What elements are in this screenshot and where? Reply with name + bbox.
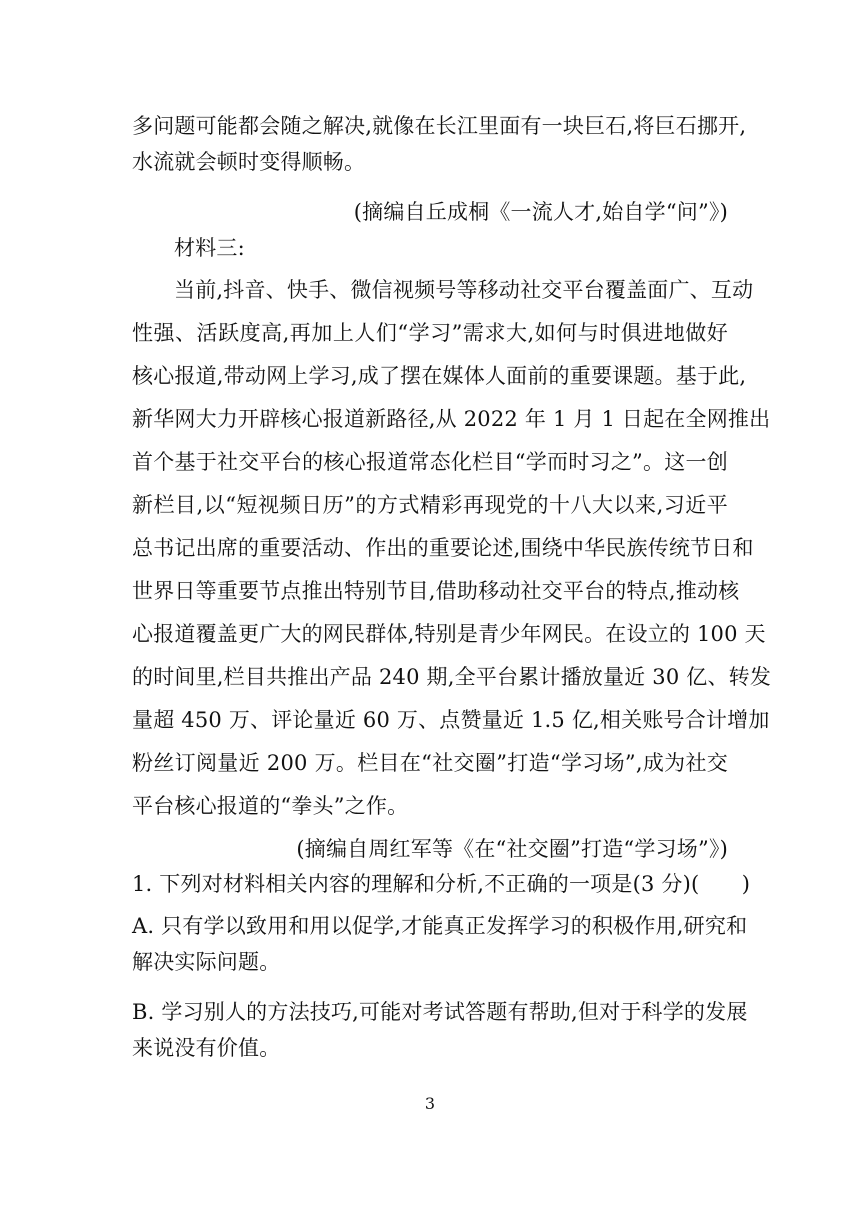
paragraph-line: 总书记出席的重要活动、作出的重要论述,围绕中华民族传统节日和 [132, 536, 754, 560]
option-a-line: A. 只有学以致用和用以促学,才能真正发挥学习的积极作用,研究和 [132, 914, 748, 938]
paragraph-line: 水流就会顿时变得顺畅。 [132, 150, 366, 174]
question-stem: 1. 下列对材料相关内容的理解和分析,不正确的一项是(3 分)( ) [132, 872, 751, 896]
option-b-line: B. 学习别人的方法技巧,可能对考试答题有帮助,但对于科学的发展 [132, 1000, 748, 1024]
paragraph-line: 世界日等重要节点推出特别节目,借助移动社交平台的特点,推动核 [132, 579, 740, 603]
page-number: 3 [424, 1094, 436, 1113]
source-citation: (摘编自周红军等《在“社交圈”打造“学习场”》) [296, 837, 728, 861]
paragraph-line: 新华网大力开辟核心报道新路径,从 2022 年 1 月 1 日起在全网推出 [132, 407, 771, 431]
paragraph-line: 的时间里,栏目共推出产品 240 期,全平台累计播放量近 30 亿、转发 [132, 665, 772, 689]
paragraph-line: 新栏目,以“短视频日历”的方式精彩再现党的十八大以来,习近平 [132, 493, 728, 517]
paragraph-line: 量超 450 万、评论量近 60 万、点赞量近 1.5 亿,相关账号合计增加 [132, 708, 770, 732]
paragraph-line: 首个基于社交平台的核心报道常态化栏目“学而时习之”。这一创 [132, 450, 728, 474]
source-citation: (摘编自丘成桐《一流人才,始自学“问”》) [353, 200, 728, 224]
paragraph-line: 粉丝订阅量近 200 万。栏目在“社交圈”打造“学习场”,成为社交 [132, 751, 728, 775]
paragraph-line: 多问题可能都会随之解决,就像在长江里面有一块巨石,将巨石挪开, [132, 114, 747, 138]
paragraph-line: 心报道覆盖更广大的网民群体,特别是青少年网民。在设立的 100 天 [132, 622, 766, 646]
paragraph-line: 平台核心报道的“拳头”之作。 [132, 794, 409, 818]
paragraph-line: 核心报道,带动网上学习,成了摆在媒体人面前的重要课题。基于此, [132, 364, 747, 388]
paragraph-line: 当前,抖音、快手、微信视频号等移动社交平台覆盖面广、互动 [174, 278, 754, 302]
option-a-line: 解决实际问题。 [132, 950, 281, 974]
option-b-line: 来说没有价值。 [132, 1036, 281, 1060]
paragraph-line: 性强、活跃度高,再加上人们“学习”需求大,如何与时俱进地做好 [132, 321, 728, 345]
section-heading: 材料三: [174, 236, 245, 260]
